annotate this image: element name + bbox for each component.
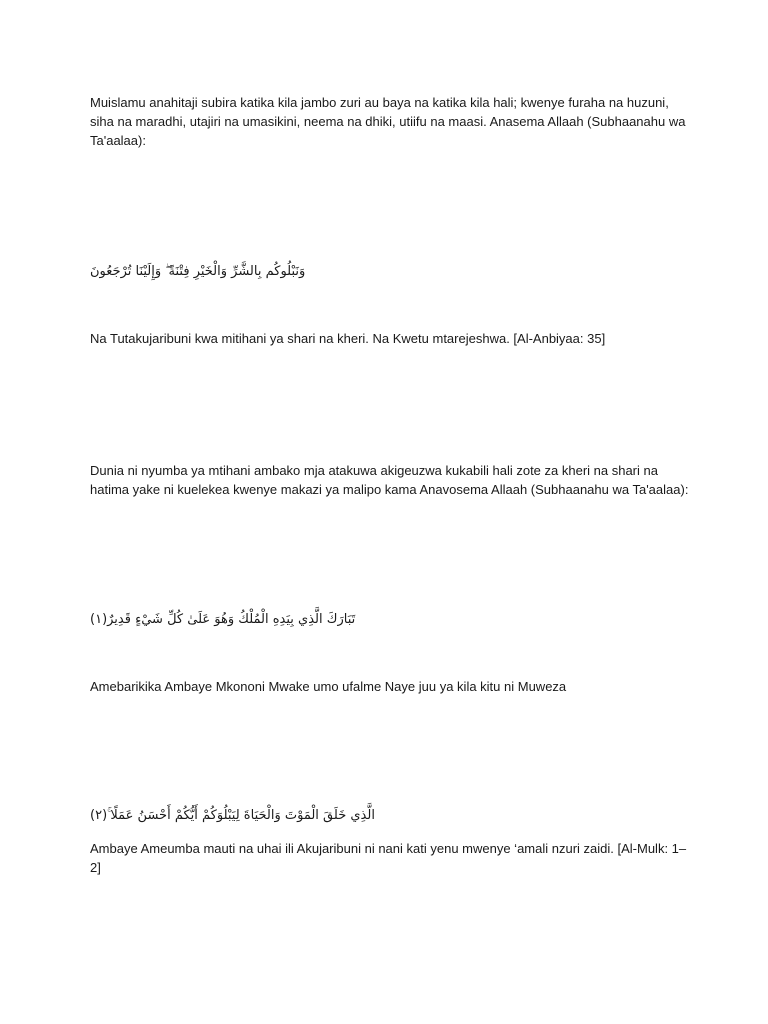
arabic-verse-mulk-2: الَّذِي خَلَقَ الْمَوْتَ وَالْحَيَاةَ لِيَبْلُوَكُمْ أَيُّكُمْ أَحْسَنُ عَمَلًا ۚ(٢) bbox=[90, 808, 375, 823]
translation-anbiyaa-35: Na Tutakujaribuni kwa mitihani ya shari na kheri. Na Kwetu mtarejeshwa. [Al-Anbiyaa: 35] bbox=[90, 331, 606, 346]
translation-mulk-1-2: Ambaye Ameumba mauti na uhai ili Akujaribuni ni nani kati yenu mwenye ‘amali nzuri zaidi. [Al-Mulk: 1–2] bbox=[90, 841, 687, 875]
translation-mulk-1: Amebarikika Ambaye Mkononi Mwake umo ufalme Naye juu ya kila kitu ni Muweza bbox=[90, 679, 567, 694]
arabic-verse-anbiyaa-35: وَنَبْلُوكُم بِالشَّرِّ وَالْخَيْرِ فِتْنَةً ۖ وَإِلَيْنَا تُرْجَعُونَ bbox=[90, 264, 306, 279]
dunia-paragraph: Dunia ni nyumba ya mtihani ambako mja atakuwa akigeuzwa kukabili hali zote za kheri na shari na hatima yake ni kuelekea kwenye makazi ya malipo kama Anavosema Allaah (Subhaanahu wa Ta'aalaa): bbox=[90, 463, 689, 497]
intro-paragraph: Muislamu anahitaji subira katika kila jambo zuri au baya na katika kila hali; kwenye furaha na huzuni, siha na maradhi, utajiri na umasikini, neema na dhiki, utiifu na maasi. Anasema Allaah (Subhaanahu wa Ta'aalaa): bbox=[90, 95, 686, 148]
arabic-verse-mulk-1: تَبَارَكَ الَّذِي بِيَدِهِ الْمُلْكُ وَهُوَ عَلَىٰ كُلِّ شَيْءٍ قَدِيرٌ(١) bbox=[90, 612, 356, 627]
